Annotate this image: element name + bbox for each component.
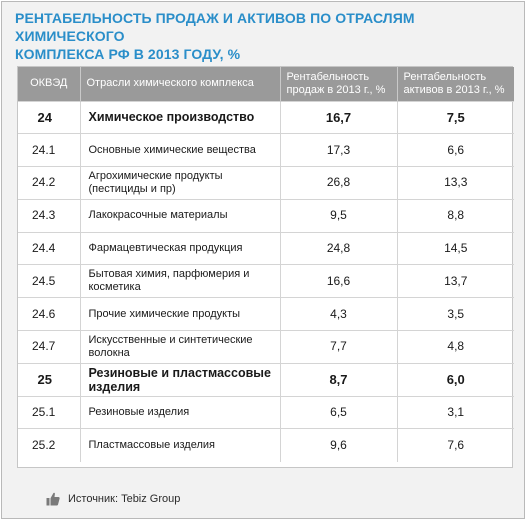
row-branch: Фармацевтическая продукция [80, 232, 280, 265]
table-row [18, 396, 514, 429]
header-code: ОКВЭД [18, 67, 80, 101]
row-sales: 24,8 [280, 232, 397, 265]
title-line-1: РЕНТАБЕЛЬНОСТЬ ПРОДАЖ И АКТИВОВ ПО ОТРАСЛЯМ ХИМИЧЕСКОГО [15, 10, 415, 44]
row-code: 25 [18, 363, 80, 396]
row-sales: 9,6 [280, 429, 397, 462]
row-code: 24.4 [18, 232, 80, 265]
infographic-frame [1, 1, 525, 519]
row-code: 25.2 [18, 429, 80, 462]
table-row [18, 101, 514, 134]
row-sales: 26,8 [280, 167, 397, 200]
row-assets: 3,1 [397, 396, 514, 429]
row-sales: 4,3 [280, 298, 397, 331]
row-branch: Основные химические вещества [80, 134, 280, 167]
row-code: 24.3 [18, 199, 80, 232]
table-body [18, 101, 514, 462]
thumbs-up-icon [46, 492, 60, 506]
source-note [46, 491, 180, 507]
row-branch: Резиновые изделия [80, 396, 280, 429]
row-code: 24.6 [18, 298, 80, 331]
row-sales: 16,7 [280, 101, 397, 134]
table-row [18, 363, 514, 396]
row-sales: 8,7 [280, 363, 397, 396]
row-code: 24.5 [18, 265, 80, 298]
row-branch: Лакокрасочные материалы [80, 199, 280, 232]
row-branch: Прочие химические продукты [80, 298, 280, 331]
row-sales: 7,7 [280, 331, 397, 364]
row-code: 24.1 [18, 134, 80, 167]
row-sales: 17,3 [280, 134, 397, 167]
table-row [18, 331, 514, 364]
table-row [18, 167, 514, 200]
row-assets: 4,8 [397, 331, 514, 364]
page-title [15, 9, 515, 63]
row-sales: 16,6 [280, 265, 397, 298]
row-branch: Искусственные и синтетические волокна [80, 331, 280, 364]
row-code: 24.7 [18, 331, 80, 364]
table-row [18, 429, 514, 462]
row-assets: 8,8 [397, 199, 514, 232]
header-assets: Рентабельность активов в 2013 г., % [397, 67, 514, 101]
row-assets: 3,5 [397, 298, 514, 331]
row-assets: 6,6 [397, 134, 514, 167]
row-assets: 7,6 [397, 429, 514, 462]
source-text: Источник: Tebiz Group [68, 493, 181, 505]
row-assets: 7,5 [397, 101, 514, 134]
row-assets: 6,0 [397, 363, 514, 396]
table-row [18, 232, 514, 265]
row-branch: Агрохимические продукты (пестициды и пр) [80, 167, 280, 200]
row-sales: 9,5 [280, 199, 397, 232]
row-code: 24.2 [18, 167, 80, 200]
row-assets: 14,5 [397, 232, 514, 265]
row-branch: Бытовая химия, парфюмерия и косметика [80, 265, 280, 298]
row-code: 25.1 [18, 396, 80, 429]
row-sales: 6,5 [280, 396, 397, 429]
header-branch: Отрасли химического комплекса [80, 67, 280, 101]
row-branch: Химическое производство [80, 101, 280, 134]
table-row [18, 134, 514, 167]
table-row [18, 199, 514, 232]
row-code: 24 [18, 101, 80, 134]
row-assets: 13,3 [397, 167, 514, 200]
table-header-row [18, 67, 514, 101]
title-line-2: КОМПЛЕКСА РФ В 2013 ГОДУ, % [15, 46, 241, 62]
row-branch: Пластмассовые изделия [80, 429, 280, 462]
header-sales: Рентабельность продаж в 2013 г., % [280, 67, 397, 101]
profitability-table [17, 66, 513, 468]
table-row [18, 298, 514, 331]
row-branch: Резиновые и пластмассовые изделия [80, 363, 280, 396]
row-assets: 13,7 [397, 265, 514, 298]
table-row [18, 265, 514, 298]
